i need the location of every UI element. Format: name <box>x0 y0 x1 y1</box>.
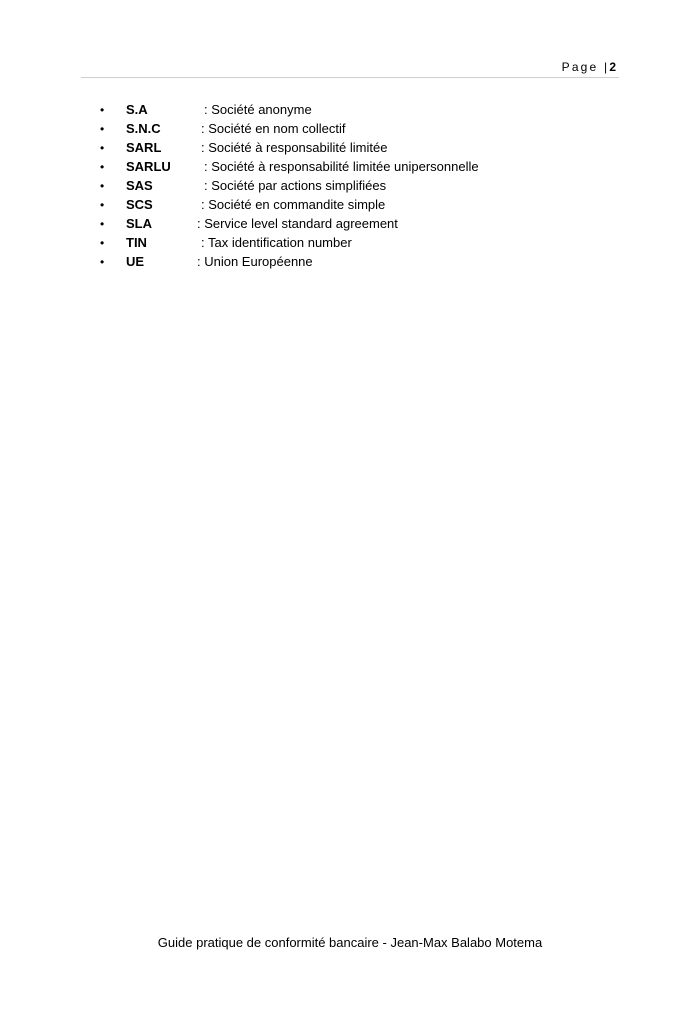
abbreviation-definition: : Tax identification number <box>201 235 352 250</box>
abbreviation-definition: : Société anonyme <box>204 102 312 117</box>
abbreviation-term: UE <box>126 254 145 269</box>
list-item <box>100 178 479 197</box>
abbreviation-definition: : Service level standard agreement <box>197 216 398 231</box>
abbreviation-term: SARL <box>126 140 162 155</box>
bullet-icon: • <box>100 122 105 136</box>
abbreviation-term: S.A <box>126 102 148 117</box>
bullet-icon: • <box>100 141 105 155</box>
bullet-icon: • <box>100 160 105 174</box>
bullet-icon: • <box>100 179 105 193</box>
page-header <box>562 60 616 74</box>
abbreviation-term: TIN <box>126 235 147 250</box>
list-item <box>100 159 479 178</box>
abbreviation-definition: : Union Européenne <box>197 254 313 269</box>
list-item <box>100 235 479 254</box>
abbreviation-term: SARLU <box>126 159 171 174</box>
abbreviation-term: SCS <box>126 197 153 212</box>
list-item <box>100 254 479 273</box>
abbreviation-definition: : Société en commandite simple <box>201 197 386 212</box>
bullet-icon: • <box>100 236 105 250</box>
bullet-icon: • <box>100 198 105 212</box>
list-item <box>100 140 479 159</box>
page-label: Page <box>561 60 599 74</box>
list-item <box>100 216 479 235</box>
list-item <box>100 102 479 121</box>
abbreviation-definition: : Société par actions simplifiées <box>204 178 387 193</box>
abbreviation-definition: : Société à responsabilité limitée unipersonnelle <box>204 159 479 174</box>
abbreviation-term: SLA <box>126 216 152 231</box>
page-separator: | <box>603 60 610 74</box>
bullet-icon: • <box>100 103 105 117</box>
header-rule <box>81 77 619 78</box>
page-number: 2 <box>609 60 616 74</box>
list-item <box>100 197 479 216</box>
footer: Guide pratique de conformité bancaire - Jean-Max Balabo Motema <box>157 935 543 950</box>
bullet-icon: • <box>100 255 105 269</box>
abbreviation-list <box>100 102 479 273</box>
list-item <box>100 121 479 140</box>
abbreviation-definition: : Société à responsabilité limitée <box>201 140 388 155</box>
abbreviation-term: SAS <box>126 178 153 193</box>
abbreviation-term: S.N.C <box>126 121 161 136</box>
abbreviation-definition: : Société en nom collectif <box>201 121 346 136</box>
bullet-icon: • <box>100 217 105 231</box>
